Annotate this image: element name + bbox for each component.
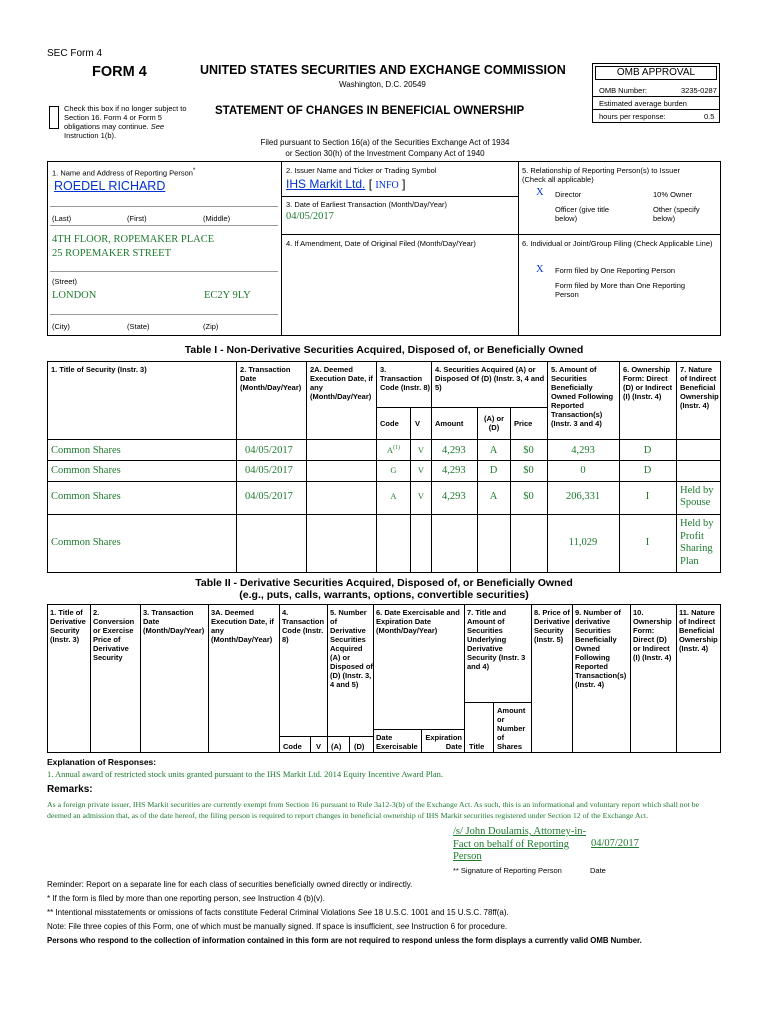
- t1-r2-ad: D: [489, 465, 498, 476]
- form-title: FORM 4: [92, 64, 147, 80]
- t1-h-ownership-form: 6. Ownership Form: Direct (D) or Indirect (I) (Instr. 4): [623, 365, 673, 401]
- t1-r1-title: Common Shares: [51, 445, 121, 456]
- t1-r1-price: $0: [523, 445, 534, 456]
- other-label: Other (specify below): [653, 205, 700, 223]
- issuer-name-ticker: IHS Markit Ltd. [ INFO ]: [286, 177, 406, 191]
- t2-h-underlying: 7. Title and Amount of Securities Underlying Derivative Security (Instr. 3 and 4): [467, 608, 526, 671]
- ten-percent-owner-label: 10% Owner: [653, 190, 693, 199]
- t2-h-date: 3. Transaction Date (Month/Day/Year): [143, 608, 205, 635]
- city-value: LONDON: [52, 290, 97, 301]
- t1-h-title: 1. Title of Security (Instr. 3): [51, 365, 147, 374]
- filed-pursuant: Filed pursuant to Section 16(a) of the Securities Exchange Act of 1934 or Section 30(h) of the Investment Company Act of 1940: [260, 138, 510, 158]
- t1-sub-price: Price: [514, 419, 533, 428]
- t2-sub-v: V: [316, 742, 322, 751]
- t1-sub-ad: (A) or (D): [484, 414, 504, 432]
- t1-r3-ad: A: [489, 491, 498, 502]
- t1-r2-amount: 4,293: [442, 465, 466, 476]
- t1-r1-owned: 4,293: [571, 445, 595, 456]
- t2-sub-a: (A): [331, 742, 342, 751]
- issuer-label: 2. Issuer Name and Ticker or Trading Symbol: [286, 166, 437, 175]
- t1-r2-owned: 0: [580, 465, 586, 476]
- t1-h-nature: 7. Nature of Indirect Beneficial Ownership (Instr. 4): [680, 365, 719, 410]
- issuer-name-link[interactable]: IHS Markit Ltd.: [286, 177, 366, 191]
- statement-title: STATEMENT OF CHANGES IN BENEFICIAL OWNERSHIP: [215, 105, 525, 117]
- t2-h-code: 4. Transaction Code (Instr. 8): [282, 608, 325, 644]
- t2-h-ownership-form: 10. Ownership Form: Direct (D) or Indirect (I) (Instr. 4): [633, 608, 672, 662]
- one-person-label: Form filed by One Reporting Person: [555, 266, 676, 275]
- t1-r2-price: $0: [523, 465, 534, 476]
- t2-h-number-owned: 9. Number of derivative Securities Beneficially Owned Following Reported Transaction(s) (Instr. 4): [575, 608, 627, 689]
- zip-label: (Zip): [203, 322, 219, 331]
- t1-r1-amount: 4,293: [442, 445, 466, 456]
- t2-h-price: 8. Price of Derivative Security (Instr. 5): [534, 608, 570, 644]
- omb-hours-value: 0.5: [704, 112, 715, 121]
- city-label: (City): [52, 322, 70, 331]
- note-2: ** Intentional misstatements or omissions of facts constitute Federal Criminal Violations See 18 U.S.C. 1001 and 15 U.S.C. 78ff(a).: [47, 908, 509, 917]
- t1-h-deemed: 2A. Deemed Execution Date, if any (Month/Day/Year): [310, 365, 373, 401]
- signature-date: 04/07/2017: [591, 838, 639, 849]
- t2-h-number: 5. Number of Derivative Securities Acquired (A) or Disposed of (D) (Instr. 3, 4 and 5): [330, 608, 373, 689]
- t1-r1-form: D: [643, 445, 652, 456]
- reporting-address: 4TH FLOOR, ROPEMAKER PLACE 25 ROPEMAKER STREET: [52, 234, 215, 259]
- t1-r3-owned: 206,331: [565, 491, 601, 502]
- t1-r1-ad: A: [489, 445, 498, 456]
- t1-r4-form: I: [645, 537, 650, 548]
- final-statement: Persons who respond to the collection of information contained in this form are not required to respond unless the form displays a currently valid OMB Number.: [47, 936, 642, 945]
- table1-title: Table I - Non-Derivative Securities Acquired, Disposed of, or Beneficially Owned: [184, 344, 584, 356]
- t1-r4-owned: 11,029: [568, 537, 598, 548]
- director-checkmark[interactable]: X: [536, 187, 544, 198]
- middle-label: (Middle): [203, 214, 231, 223]
- earliest-date-value: 04/05/2017: [286, 211, 334, 222]
- state-label: (State): [127, 322, 150, 331]
- t1-r4-nature: Held by Profit Sharing Plan: [680, 518, 714, 567]
- signature-label: ** Signature of Reporting Person: [453, 866, 562, 875]
- explanation-title: Explanation of Responses:: [47, 757, 157, 767]
- sec-form-label: SEC Form 4: [47, 48, 103, 59]
- t2-h-title: 1. Title of Derivative Security (Instr. 3): [50, 608, 86, 644]
- t2-h-exercisable: 6. Date Exercisable and Expiration Date (Month/Day/Year): [376, 608, 460, 635]
- t1-r1-date: 04/05/2017: [245, 445, 293, 456]
- t2-sub-amount: Amount or Number of Shares: [497, 706, 526, 751]
- t1-r3-date: 04/05/2017: [245, 491, 293, 502]
- t1-r3-title: Common Shares: [51, 491, 121, 502]
- t2-h-conversion: 2. Conversion or Exercise Price of Derivative Security: [93, 608, 135, 662]
- reminder: Reminder: Report on a separate line for each class of securities beneficially owned directly or indirectly.: [47, 880, 413, 889]
- t2-sub-code: Code: [283, 742, 302, 751]
- ticker-symbol: INFO: [375, 180, 399, 191]
- more-person-label: Form filed by More than One Reporting Person: [555, 281, 686, 299]
- t1-r4-title: Common Shares: [51, 537, 121, 548]
- t2-sub-d: (D): [354, 742, 365, 751]
- t1-r2-form: D: [643, 465, 652, 476]
- reporting-person-label: 1. Name and Address of Reporting Person*: [52, 167, 196, 178]
- omb-number-value: 3235-0287: [681, 86, 717, 95]
- t1-r1-code: $A^{(1)}$: [386, 445, 401, 455]
- t1-h-amount-owned: 5. Amount of Securities Beneficially Owned Following Reported Transaction(s) (Instr. 3 and 4): [551, 365, 614, 428]
- checkbox-description: Check this box if no longer subject to Section 16. Form 4 or Form 5 obligations may continue. See Instruction 1(b).: [64, 104, 187, 140]
- note-1: * If the form is filed by more than one reporting person, see Instruction 4 (b)(v).: [47, 894, 325, 903]
- table2-title: Table II - Derivative Securities Acquired, Disposed of, or Beneficially Owned (e.g., puts, calls, warrants, options, convertible securities): [195, 577, 573, 601]
- t1-r3-nature: Held by Spouse: [680, 485, 714, 508]
- omb-hours-label: hours per response:: [599, 112, 666, 121]
- earliest-date-label: 3. Date of Earliest Transaction (Month/Day/Year): [286, 200, 448, 209]
- t1-r2-title: Common Shares: [51, 465, 121, 476]
- director-label: Director: [555, 190, 582, 199]
- remarks-text: As a foreign private issuer, IHS Markit securities are currently exempt from Section 16 pursuant to Rule 3a12-3(b) of the Exchange Act. As such, this is an informational and voluntary report which shall not be deemed an admission that, as of the date hereof, the filing person is required to report changes in beneficial ownership of IHS Markit securities registered under Section 12 of the Exchange Act.: [47, 800, 700, 820]
- last-label: (Last): [52, 214, 72, 223]
- one-person-checkmark[interactable]: X: [536, 264, 544, 275]
- t1-r3-form: I: [645, 491, 650, 502]
- t1-sub-code: Code: [380, 419, 399, 428]
- t1-sub-amount: Amount: [435, 419, 464, 428]
- t2-sub-title: Title: [469, 742, 485, 751]
- signature: /s/ John Doulamis, Attorney-in-Fact on behalf of Reporting Person: [453, 826, 586, 862]
- t1-r2-date: 04/05/2017: [245, 465, 293, 476]
- date-label: Date: [590, 866, 606, 875]
- t1-r1-v: V: [417, 445, 425, 455]
- amendment-label: 4. If Amendment, Date of Original Filed (Month/Day/Year): [286, 239, 476, 248]
- t1-h-code: 3. Transaction Code (Instr. 8): [380, 365, 431, 392]
- officer-label: Officer (give title below): [555, 205, 610, 223]
- t1-r3-amount: 4,293: [442, 491, 466, 502]
- omb-approval-title: OMB APPROVAL: [595, 66, 717, 80]
- note-3: Note: File three copies of this Form, one of which must be manually signed. If space is insufficient, see Instruction 6 for procedure.: [47, 922, 508, 931]
- t1-sub-v: V: [415, 419, 421, 428]
- t1-r3-code: A: [390, 491, 397, 501]
- commission-title: UNITED STATES SECURITIES AND EXCHANGE COMMISSION: [200, 63, 566, 77]
- no-longer-subject-checkbox[interactable]: [49, 106, 59, 129]
- commission-location: Washington, D.C. 20549: [339, 80, 426, 89]
- omb-number-label: OMB Number:: [599, 86, 647, 95]
- t2-sub-exercisable: Date Exercisable: [376, 733, 418, 751]
- zip-value: EC2Y 9LY: [204, 290, 251, 301]
- t1-r2-v: V: [417, 465, 425, 475]
- relationship-label: 5. Relationship of Reporting Person(s) to Issuer (Check all applicable): [522, 166, 680, 184]
- omb-burden-label: Estimated average burden: [599, 99, 687, 108]
- reporting-person-name[interactable]: ROEDEL RICHARD: [54, 179, 166, 193]
- explanation-1: 1. Annual award of restricted stock units granted pursuant to the IHS Markit Ltd. 2014 Equity Incentive Award Plan.: [47, 769, 444, 779]
- t1-h-date: 2. Transaction Date (Month/Day/Year): [240, 365, 302, 392]
- t2-h-nature: 11. Nature of Indirect Beneficial Ownership (Instr. 4): [679, 608, 718, 653]
- t2-sub-expiration: Expiration Date: [425, 733, 462, 751]
- t1-r3-price: $0: [523, 491, 534, 502]
- t1-h-securities: 4. Securities Acquired (A) or Disposed Of (D) (Instr. 3, 4 and 5): [435, 365, 545, 392]
- first-label: (First): [127, 214, 147, 223]
- t1-r3-v: V: [417, 491, 425, 501]
- t2-h-deemed: 3A. Deemed Execution Date, if any (Month/Day/Year): [211, 608, 274, 644]
- group-filing-label: 6. Individual or Joint/Group Filing (Check Applicable Line): [522, 239, 713, 248]
- t1-r2-code: G: [390, 465, 397, 475]
- remarks-title: Remarks:: [47, 784, 93, 795]
- street-label: (Street): [52, 277, 78, 286]
